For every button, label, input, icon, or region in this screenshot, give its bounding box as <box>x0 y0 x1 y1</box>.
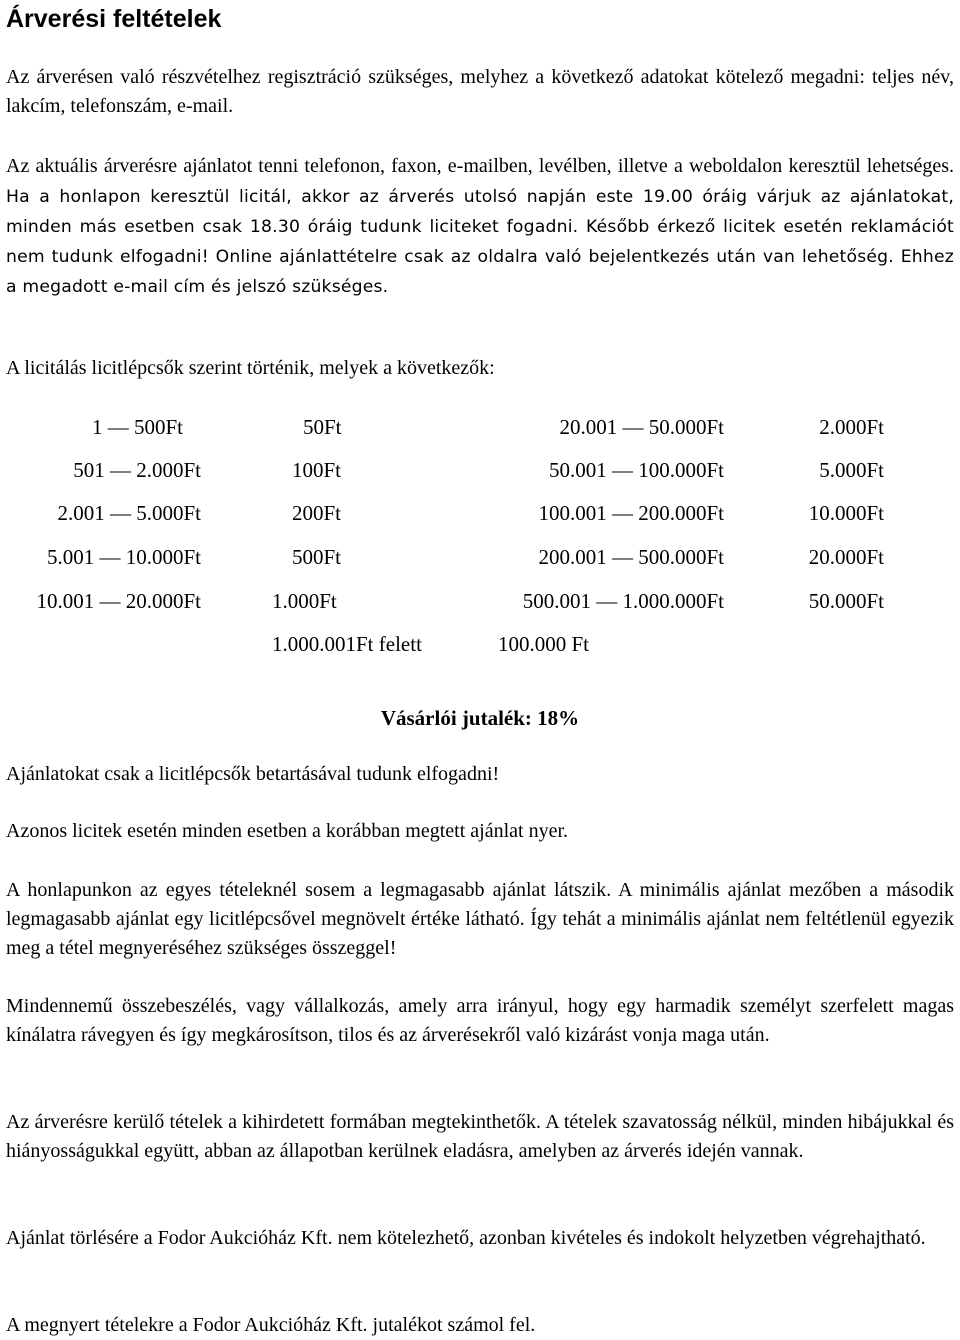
step-increment: 2.000Ft <box>819 415 884 439</box>
step-increment: 20.000Ft <box>808 545 884 569</box>
step-increment: 500Ft <box>292 545 342 569</box>
visible-bid-paragraph: A honlapunkon az egyes tételeknél sosem a legmagasabb ajánlat látszik. A minimális ajánlat mezőben a második legmagasabb ajánlat egy licitlépcsővel megnövelt értéke látható. Így tehát a minimális ajánlat nem feltétlenül egyezik meg a tétel megnyeréséhez szükséges összeggel! <box>6 879 954 959</box>
step-range: 10.001 — 20.000Ft <box>36 589 201 613</box>
commission-paragraph: A megnyert tételekre a Fodor Aukcióház Kft. jutalékot számol fel. <box>6 1314 536 1336</box>
step-increment: 50Ft <box>303 415 342 439</box>
bidding-methods-paragraph <box>6 152 954 302</box>
step-range: 50.001 — 100.000Ft <box>548 458 724 482</box>
step-increment: 50.000Ft <box>808 589 884 613</box>
step-range: 5.001 — 10.000Ft <box>46 545 201 569</box>
item-condition-paragraph: Az árverésre kerülő tételek a kihirdetett formában megtekinthetők. A tételek szavatosság nélkül, minden hibájukkal és hiányosságukkal együtt, abban az állapotban kerülnek eladásra, amelyben az árverés idején vannak. <box>6 1111 954 1162</box>
bid-steps-rule: Ajánlatokat csak a licitlépcsők betartásával tudunk elfogadni! <box>6 763 500 785</box>
step-range: 1 — 500Ft <box>91 415 183 439</box>
step-range: 20.001 — 50.000Ft <box>559 415 724 439</box>
step-range: 1.000.001Ft felett <box>272 632 422 656</box>
step-range: 100.001 — 200.000Ft <box>538 501 724 525</box>
step-increment: 10.000Ft <box>808 501 884 525</box>
step-increment: 100Ft <box>292 458 342 482</box>
collusion-paragraph: Mindennemű összebeszélés, vagy vállalkozás, amely arra irányul, hogy egy harmadik személyt szerfelett magas kínálatra rávegyen és így megkárosítson, tilos és az árverésekről való kizárást vonja maga után. <box>6 995 954 1046</box>
commission-heading: Vásárlói jutalék: 18% <box>380 706 580 730</box>
step-increment: 200Ft <box>292 501 342 525</box>
bid-cancellation-paragraph: Ajánlat törlésére a Fodor Aukcióház Kft. nem kötelezhető, azonban kivételes és indokolt helyzetben végrehajtható. <box>6 1227 926 1249</box>
step-range: 500.001 — 1.000.000Ft <box>522 589 724 613</box>
step-range: 501 — 2.000Ft <box>73 458 201 482</box>
registration-paragraph: Az árverésen való részvételhez regisztráció szükséges, melyhez a következő adatokat kötelező megadni: teljes név, lakcím, telefonszám, e-mail. <box>6 66 954 117</box>
bid-steps-intro: A licitálás licitlépcsők szerint történik, melyek a következők: <box>6 357 495 379</box>
step-increment: 5.000Ft <box>819 458 884 482</box>
online-bidding-text: Ha a honlapon keresztül licitál, akkor az árverés utolsó napján este 19.00 óráig várjuk az ajánlatokat, minden más esetben csak 18.30 óráig tudunk liciteket fogadni. Később érkező licitek esetén reklamációt nem tudunk elfogadni! Online ajánlattételre csak az oldalra való bejelentkezés után van lehetőség. Ehhez a megadott e-mail cím és jelszó szükséges. <box>6 187 954 297</box>
step-range: 200.001 — 500.000Ft <box>538 545 724 569</box>
step-range: 2.001 — 5.000Ft <box>57 501 201 525</box>
equal-bids-rule: Azonos licitek esetén minden esetben a korábban megtett ajánlat nyer. <box>6 820 569 842</box>
step-increment: 1.000Ft <box>272 589 337 613</box>
bidding-methods-text: Az aktuális árverésre ajánlatot tenni telefonon, faxon, e-mailben, levélben, illetve a weboldalon keresztül lehetséges. <box>6 155 954 177</box>
step-increment: 100.000 Ft <box>498 632 590 656</box>
page-title: Árverési feltételek <box>6 5 222 33</box>
